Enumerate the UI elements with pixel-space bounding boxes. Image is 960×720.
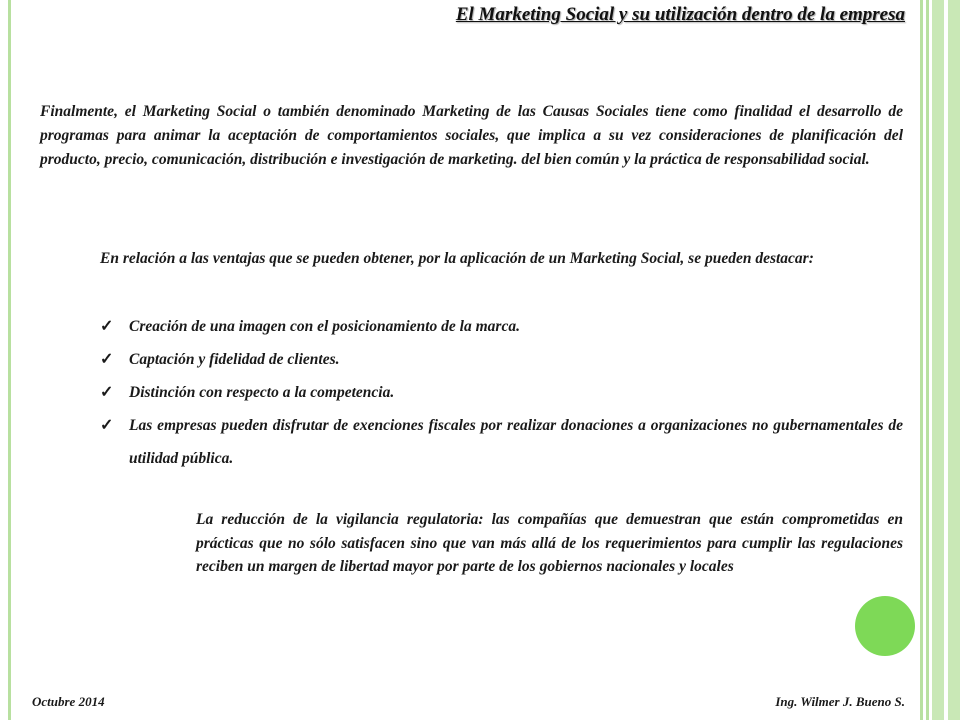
list-item [100, 310, 903, 343]
paragraph-intro: Finalmente, el Marketing Social o también denominado Marketing de las Causas Sociales tiene como finalidad el desarrollo de programas para animar la aceptación de comportamientos sociales, que implica a su vez consideraciones de planificación del producto, precio, comunicación, distribución e investigación de marketing. del bien común y la práctica de responsabilidad social. [40, 103, 903, 168]
list-item-text: Captación y fidelidad de clientes. [129, 351, 340, 368]
checkmark-icon: ✓ [100, 351, 114, 368]
checkmark-icon: ✓ [100, 417, 114, 434]
list-item-text: Creación de una imagen con el posicionamiento de la marca. [129, 318, 520, 335]
advantages-list [100, 310, 903, 475]
paragraph-regulatory: La reducción de la vigilancia regulatoria: las compañías que demuestran que están comprometidas en prácticas que no sólo satisfacen sino que van más allá de los requerimientos para cumplir las regulaciones reciben un margen de libertad mayor por parte de los gobiernos nacionales y locales [196, 511, 903, 575]
footer-date: Octubre 2014 [32, 694, 105, 709]
list-item [100, 409, 903, 475]
green-circle-decoration [855, 596, 915, 656]
list-item [100, 343, 903, 376]
checkmark-icon: ✓ [100, 318, 114, 335]
footer-author: Ing. Wilmer J. Bueno S. [775, 694, 905, 709]
list-item-text: Las empresas pueden disfrutar de exenciones fiscales por realizar donaciones a organizaciones no gubernamentales de utilidad pública. [129, 417, 903, 467]
right-decorative-stripes [918, 0, 960, 720]
paragraph-advantages: En relación a las ventajas que se pueden obtener, por la aplicación de un Marketing Social, se pueden destacar: [100, 250, 814, 267]
checkmark-icon: ✓ [100, 384, 114, 401]
left-border-line [8, 0, 11, 720]
list-item [100, 376, 903, 409]
list-item-text: Distinción con respecto a la competencia. [129, 384, 395, 401]
slide-title: El Marketing Social y su utilización dentro de la empresa [455, 4, 905, 25]
